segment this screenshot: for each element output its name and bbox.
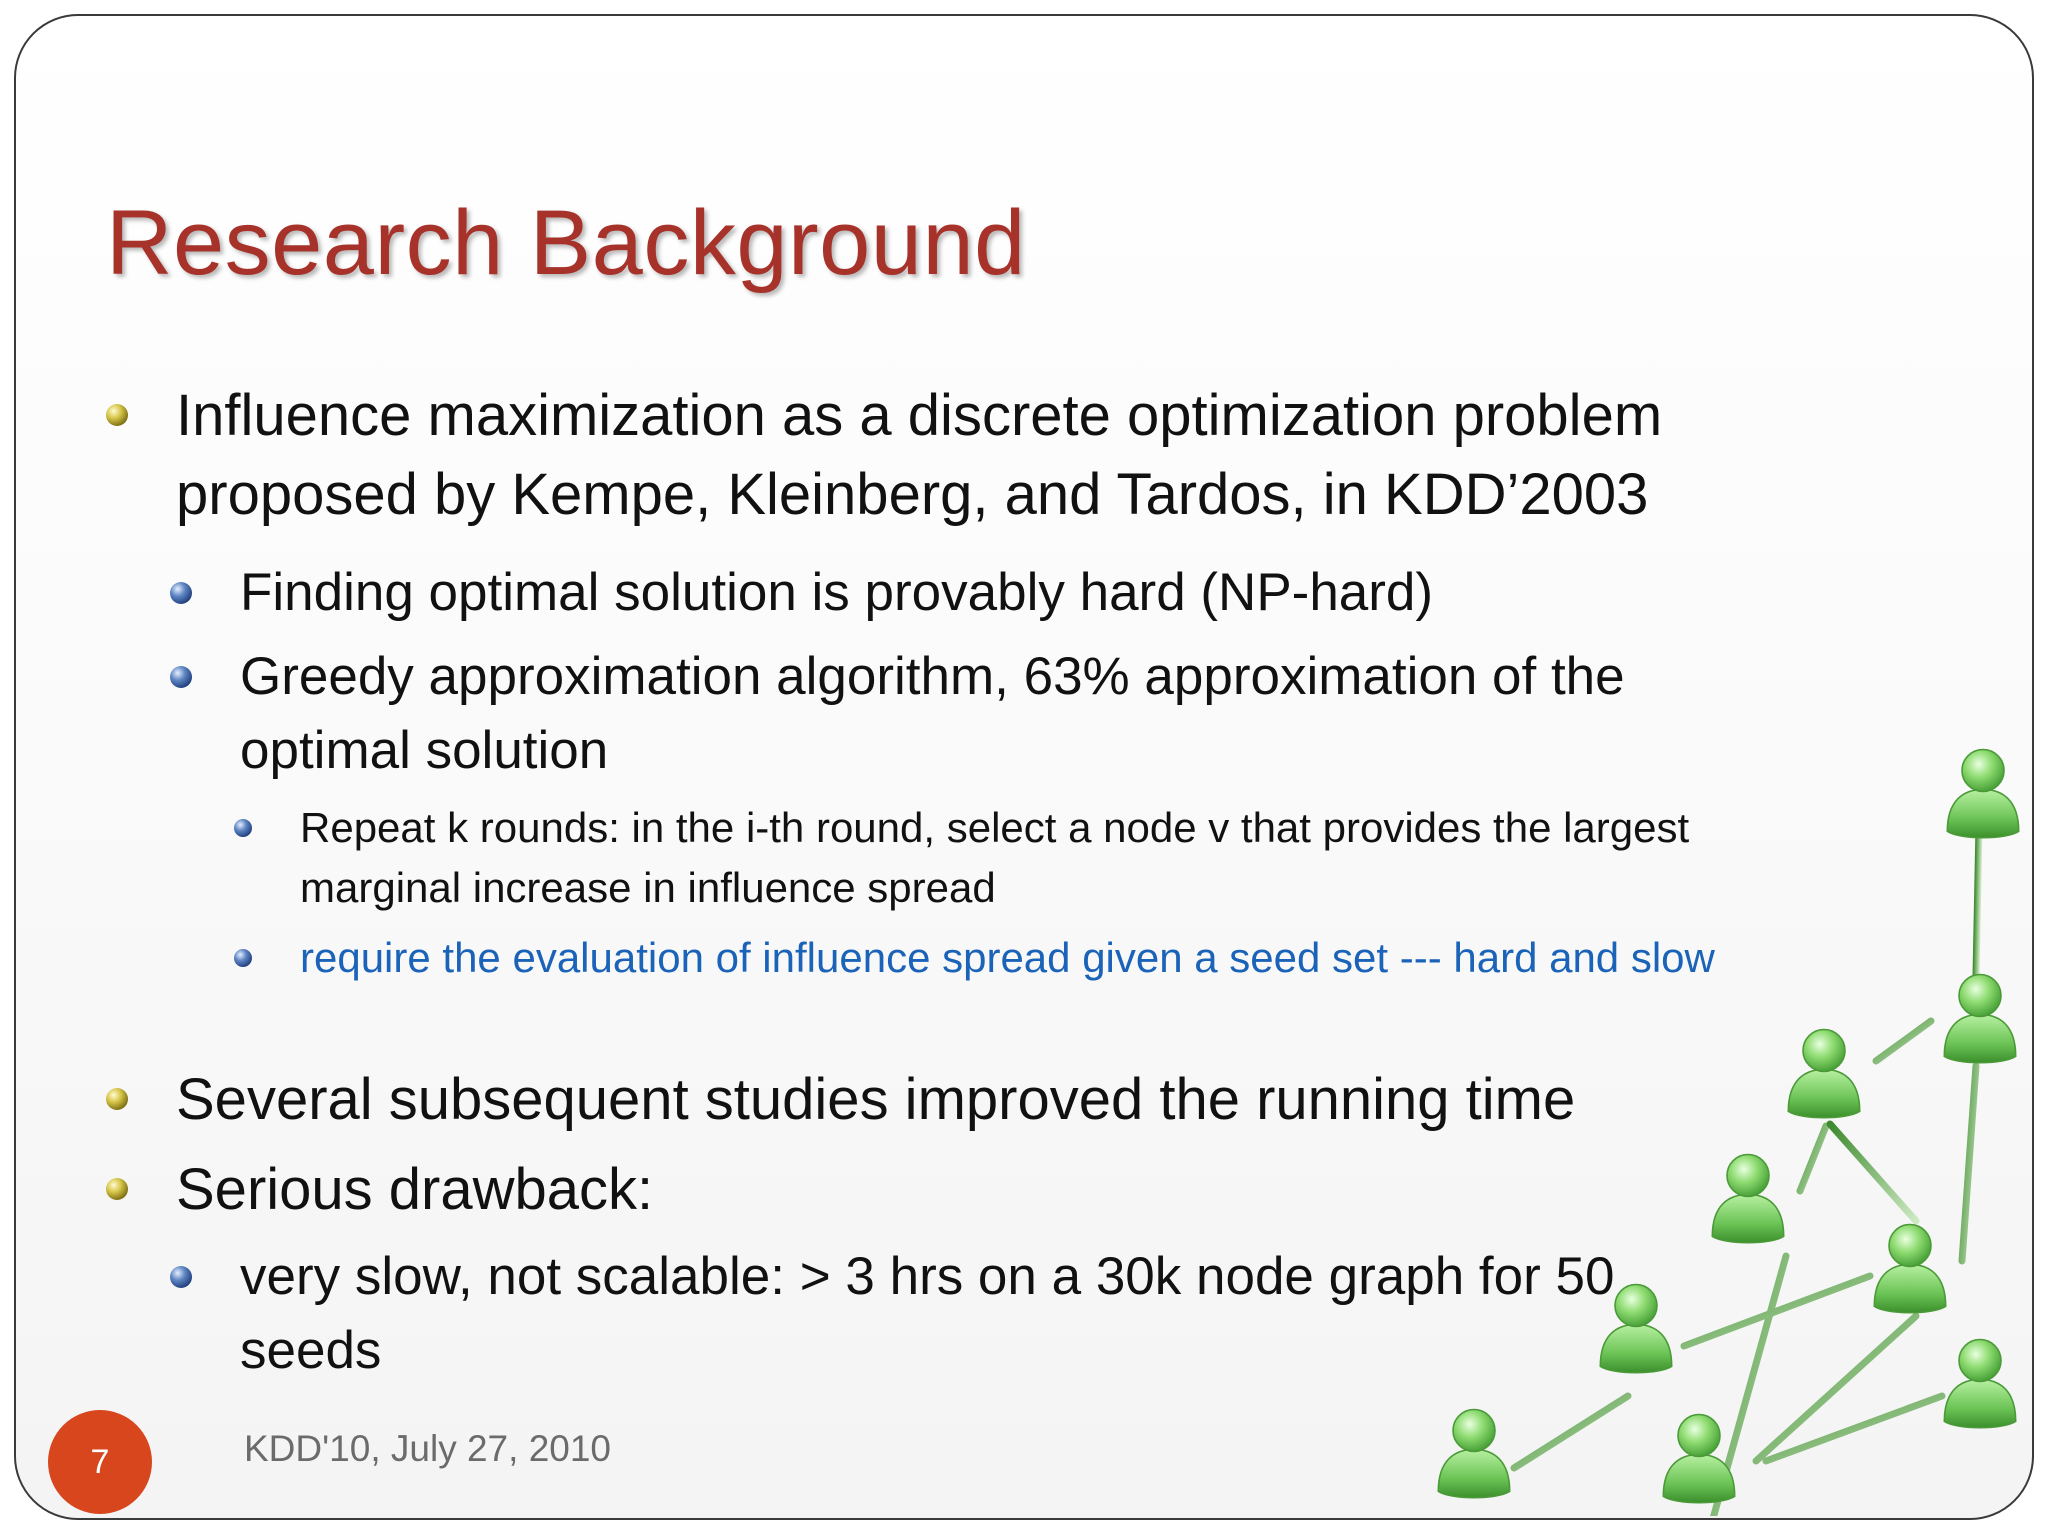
bullet-text: Influence maximization as a discrete optimization problem proposed by Kempe, Kleinberg, and Tardos, in KDD’2003 (176, 383, 1663, 527)
bullet-text: Finding optimal solution is provably hard (NP-hard) (240, 563, 1434, 622)
bullet-text: Greedy approximation algorithm, 63% approximation of the optimal solution (240, 647, 1625, 780)
bullet-item (240, 556, 1760, 630)
bullet-text: require the evaluation of influence spread given a seed set --- hard and slow (300, 934, 1715, 981)
person-node-icon (1438, 1410, 1509, 1498)
network-nodes (1438, 750, 2018, 1503)
slide (14, 14, 2034, 1520)
person-node-icon (1944, 1340, 2015, 1428)
level2-bullet-icon (170, 666, 192, 688)
slide-title: Research Background (106, 192, 1026, 294)
level3-bullet-icon (234, 949, 252, 967)
person-node-icon (1712, 1155, 1783, 1243)
person-node-icon (1944, 975, 2015, 1063)
person-node-icon (1874, 1225, 1945, 1313)
bullet-text: Repeat k rounds: in the i-th round, select a node v that provides the largest marginal increase in influence spread (300, 804, 1690, 911)
bullet-text: Serious drawback: (176, 1157, 654, 1222)
level2-bullet-icon (170, 582, 192, 604)
level1-bullet-icon (106, 404, 128, 426)
page-number-badge: 7 (48, 1410, 152, 1514)
level2-bullet-icon (170, 1266, 192, 1288)
person-node-icon (1663, 1415, 1734, 1503)
person-node-icon (1600, 1285, 1671, 1373)
person-node-icon (1788, 1030, 1859, 1118)
person-node-icon (1947, 750, 2018, 838)
level1-bullet-icon (106, 1178, 128, 1200)
bullet-text: Several subsequent studies improved the running time (176, 1067, 1576, 1132)
slide-footer: KDD'10, July 27, 2010 (244, 1428, 612, 1469)
level3-bullet-icon (234, 819, 252, 837)
level1-bullet-icon (106, 1088, 128, 1110)
bullet-text: very slow, not scalable: > 3 hrs on a 30k node graph for 50 seeds (240, 1247, 1615, 1380)
social-network-illustration (1396, 716, 2034, 1516)
bullet-item (176, 376, 1776, 534)
